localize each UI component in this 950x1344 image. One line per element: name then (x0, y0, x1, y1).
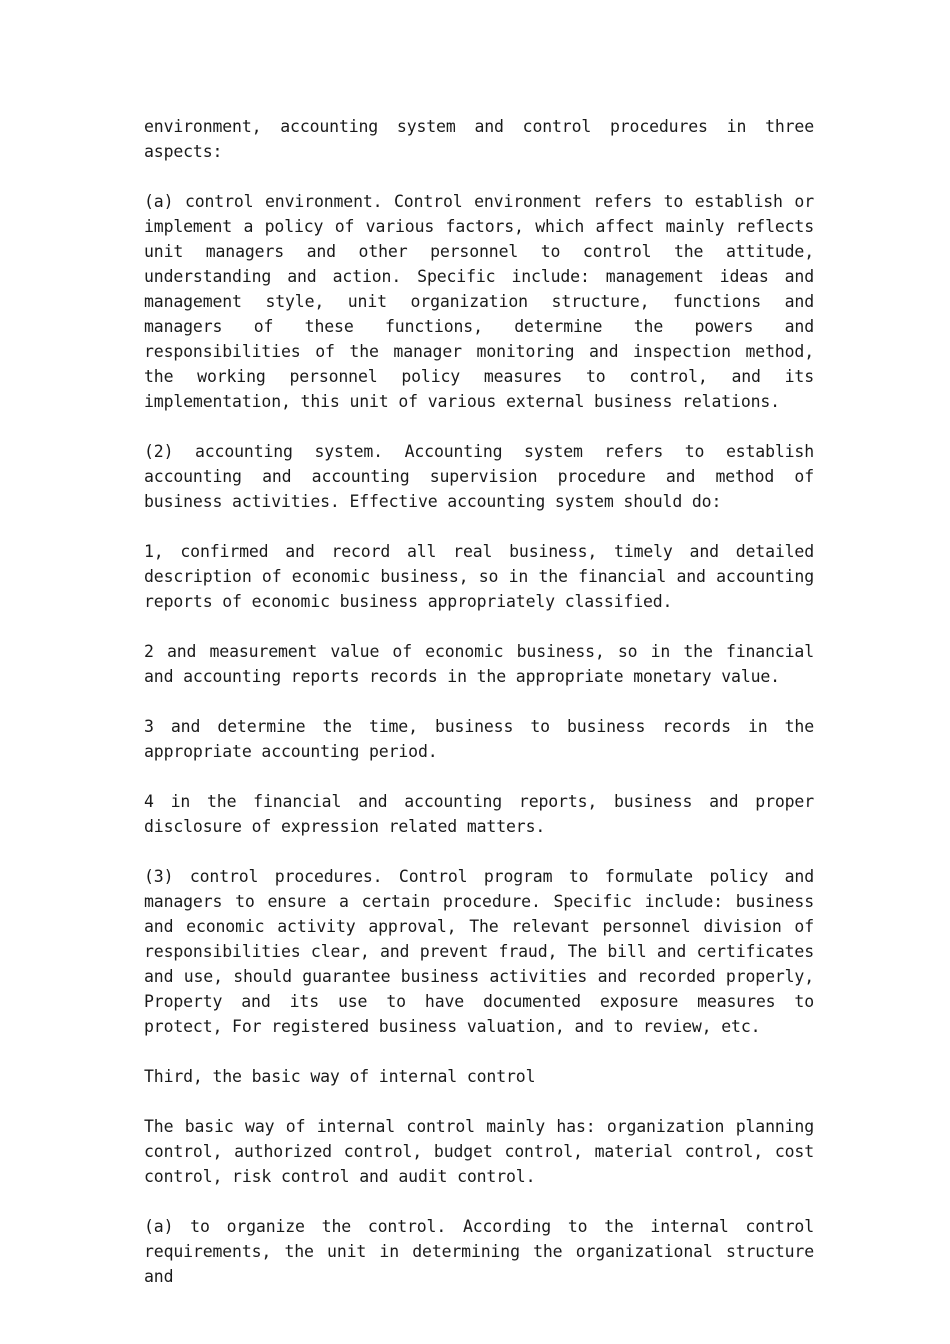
paragraph-intro: environment, accounting system and control procedures in three aspects: (144, 117, 814, 161)
paragraph-control-environment: (a) control environment. Control environment refers to establish or implement a policy of various factors, which affect mainly reflects unit managers and other personnel to control the attitude, understanding and action. Specific include: management ideas and management style, unit organization structure, functions and managers of these functions, determine the powers and responsibilities of the manager monitoring and inspection method, the working personnel policy measures to control, and its implementation, this unit of various external business relations. (144, 192, 814, 411)
document-body (144, 114, 814, 1289)
paragraph-organize-control: (a) to organize the control. According to the internal control requirements, the unit in determining the organizational structure and (144, 1217, 814, 1286)
paragraph-accounting-system: (2) accounting system. Accounting system refers to establish accounting and accounting supervision procedure and method of business activities. Effective accounting system should do: (144, 442, 814, 511)
list-item-4: 4 in the financial and accounting reports, business and proper disclosure of expression related matters. (144, 792, 814, 836)
list-item-2: 2 and measurement value of economic business, so in the financial and accounting reports records in the appropriate monetary value. (144, 642, 814, 686)
paragraph-control-procedures: (3) control procedures. Control program to formulate policy and managers to ensure a certain procedure. Specific include: business and economic activity approval, The relevant personnel division of responsibilities clear, and prevent fraud, The bill and certificates and use, should guarantee business activities and recorded properly, Property and its use to have documented exposure measures to protect, For registered business valuation, and to review, etc. (144, 867, 814, 1036)
list-item-3: 3 and determine the time, business to business records in the appropriate accounting period. (144, 717, 814, 761)
list-item-1: 1, confirmed and record all real business, timely and detailed description of economic business, so in the financial and accounting reports of economic business appropriately classified. (144, 542, 814, 611)
paragraph-basic-way: The basic way of internal control mainly has: organization planning control, authorized control, budget control, material control, cost control, risk control and audit control. (144, 1117, 814, 1186)
section-heading: Third, the basic way of internal control (144, 1067, 536, 1086)
